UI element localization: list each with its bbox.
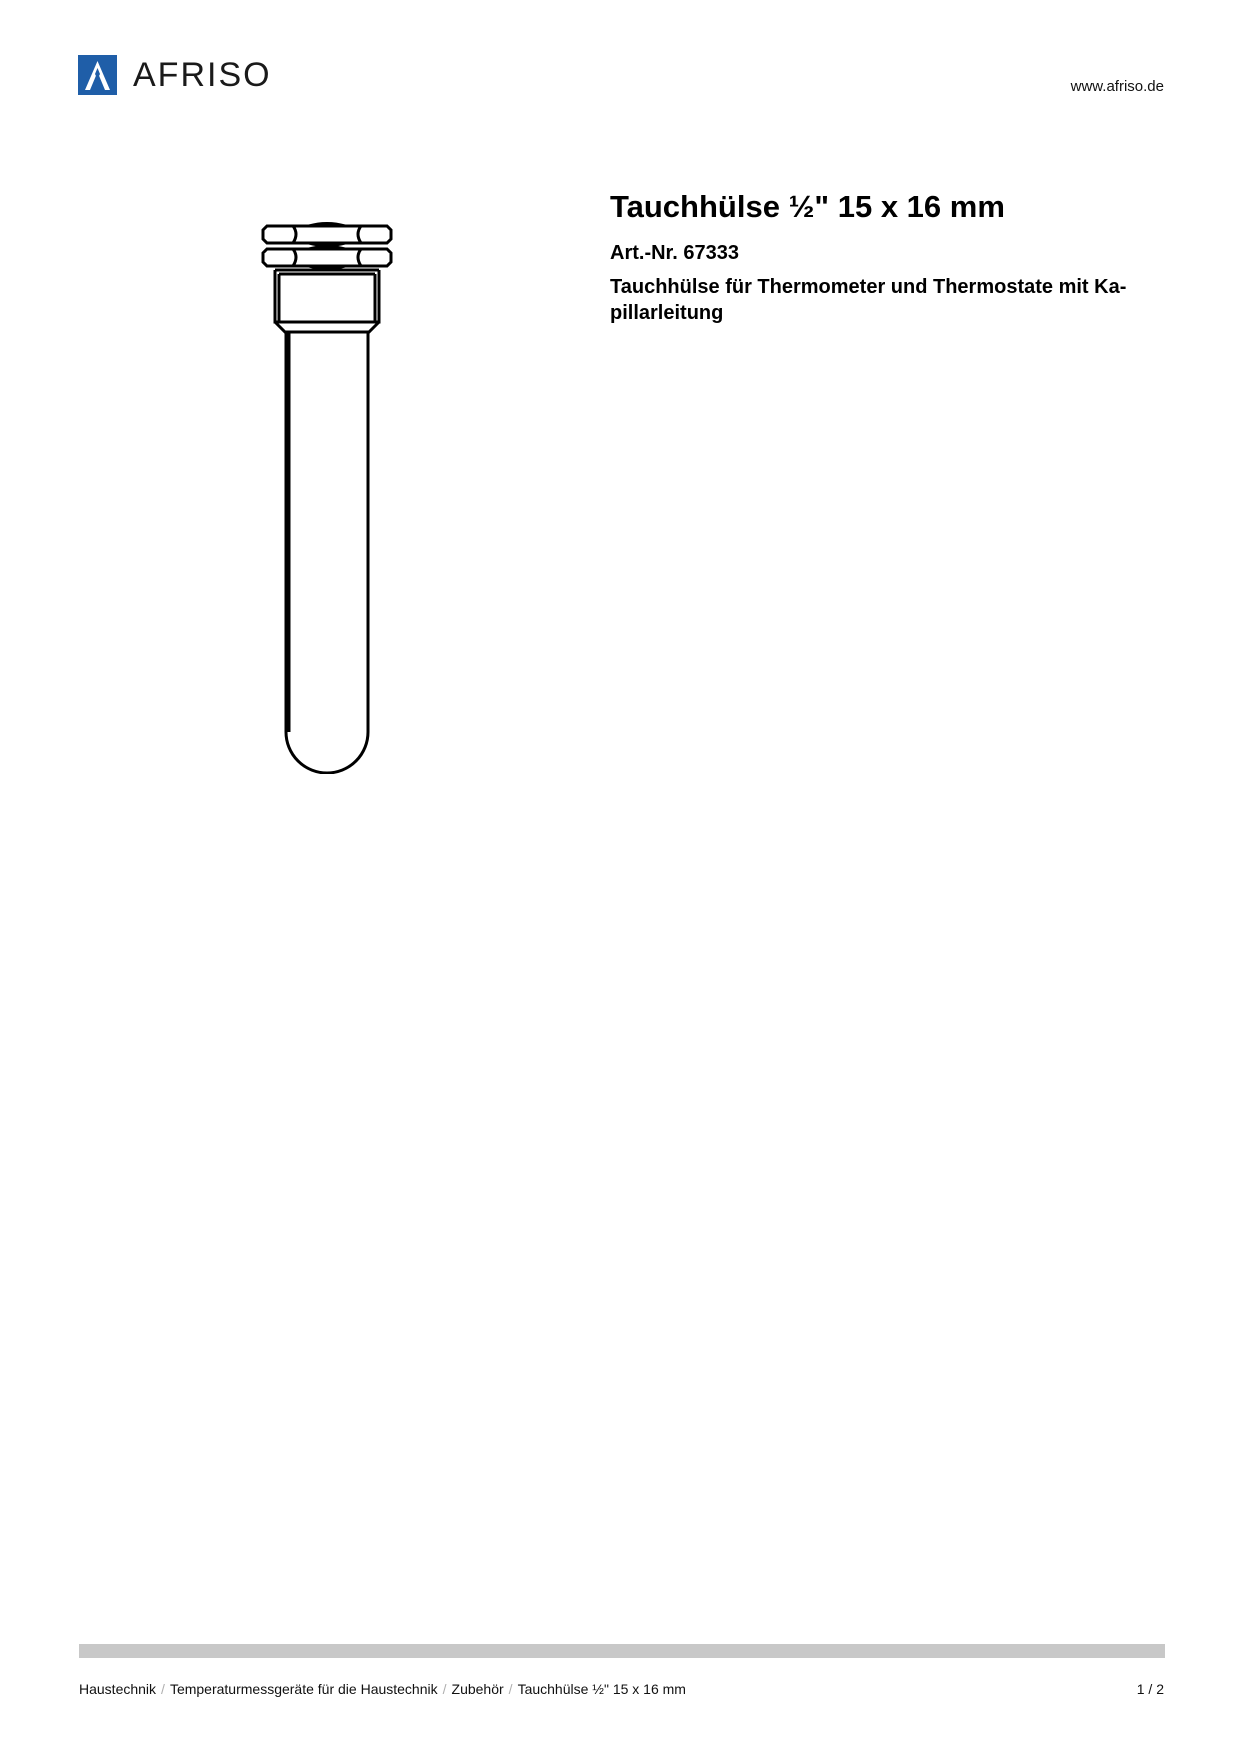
breadcrumb-item-zubehoer[interactable]: Zubehör [451, 1681, 504, 1697]
product-description: Tauchhülse für Thermometer und Thermostate mit Ka-pillarleitung [610, 276, 1127, 324]
breadcrumb-separator: / [508, 1681, 513, 1697]
website-url[interactable]: www.afriso.de [1070, 78, 1164, 95]
breadcrumb-item-current: Tauchhülse ½" 15 x 16 mm [517, 1681, 686, 1697]
breadcrumb [79, 1681, 686, 1697]
afriso-triangle-logo-icon [78, 55, 117, 95]
breadcrumb-item-temperaturmessgeraete[interactable]: Temperaturmessgeräte für die Haustechnik [169, 1681, 438, 1697]
breadcrumb-separator: / [442, 1681, 447, 1697]
breadcrumb-separator: / [161, 1681, 165, 1697]
brand-name: AFRISO [133, 56, 272, 94]
immersion-sleeve-drawing [255, 222, 405, 774]
page-number: 1 / 2 [1136, 1681, 1164, 1697]
article-number: Art.-Nr. 67333 [610, 242, 739, 264]
afriso-logo [78, 55, 272, 95]
footer-divider [79, 1644, 1165, 1658]
product-title: Tauchhülse ½" 15 x 16 mm [610, 189, 1005, 224]
product-details [610, 188, 1170, 326]
breadcrumb-item-haustechnik[interactable]: Haustechnik [79, 1681, 157, 1697]
